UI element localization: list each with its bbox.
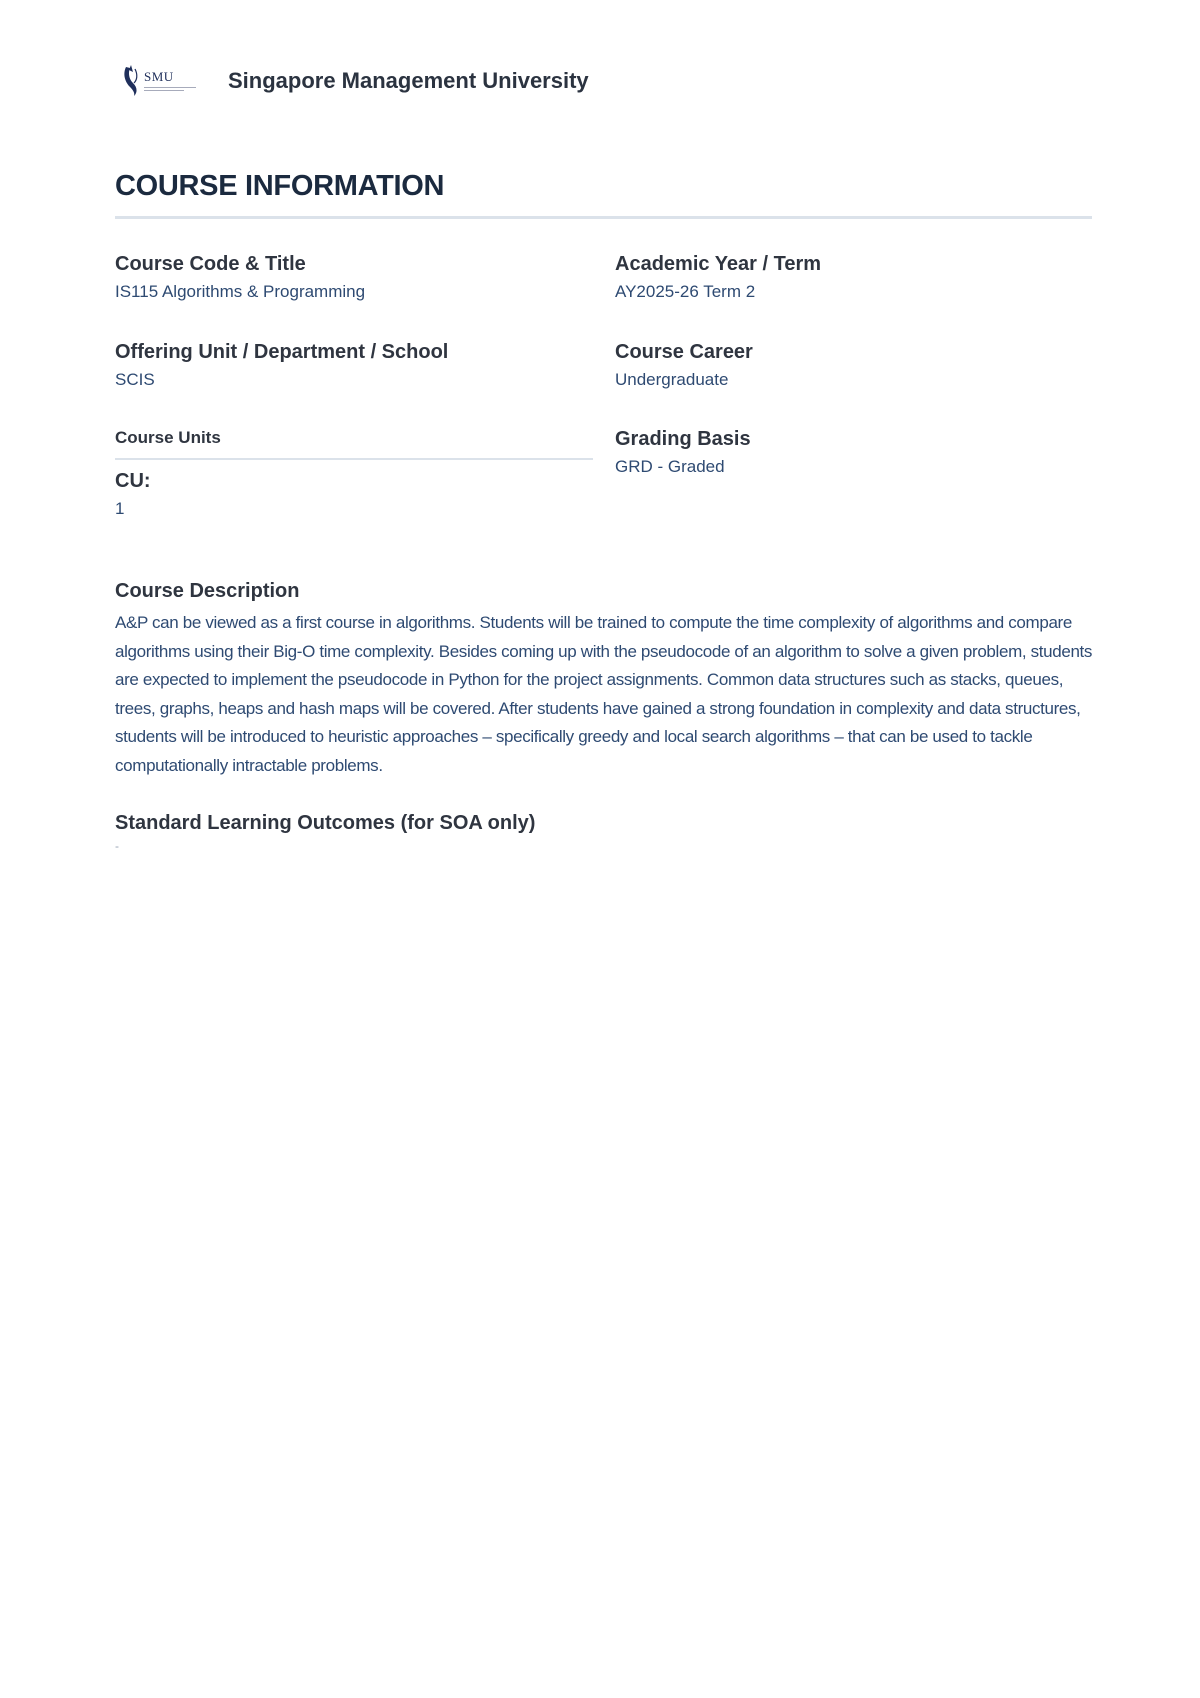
course-code-field	[115, 253, 365, 302]
course-career-label: Course Career	[615, 341, 753, 363]
cu-value: 1	[115, 499, 125, 518]
course-units-header	[115, 428, 221, 448]
course-code-label: Course Code & Title	[115, 253, 306, 275]
grading-basis-label: Grading Basis	[615, 428, 751, 450]
logo-subtitle-lines	[144, 85, 196, 91]
logo-smu-text: SMU	[144, 68, 174, 84]
offering-unit-value: SCIS	[115, 370, 155, 389]
cu-label: CU:	[115, 470, 151, 492]
cu-field	[115, 470, 151, 519]
learning-outcomes-label: Standard Learning Outcomes (for SOA only)	[115, 812, 536, 834]
smu-logo	[120, 60, 202, 100]
course-description-label: Course Description	[115, 580, 300, 602]
course-code-value: IS115 Algorithms & Programming	[115, 282, 366, 301]
offering-unit-field	[115, 341, 448, 390]
smu-crest-icon	[120, 63, 142, 97]
university-name: Singapore Management University	[228, 68, 589, 93]
page-title: COURSE INFORMATION	[115, 170, 445, 202]
academic-year-field	[615, 253, 821, 302]
course-units-divider	[115, 458, 593, 460]
academic-year-value: AY2025-26 Term 2	[615, 282, 756, 301]
academic-year-label: Academic Year / Term	[615, 253, 822, 275]
course-description-text: A&P can be viewed as a first course in algorithms. Students will be trained to compute the time complexity of algorithms and compare algorithms using their Big-O time complexity. Besides coming up with the pseudocode of an algorithm to solve a given problem, students are expected to implement the pseudocode in Python for the project assignments. Common data structures such as stacks, queues, trees, graphs, heaps and hash maps will be covered. After students have gained a strong foundation in complexity and data structures, students will be introduced to heuristic approaches – specifically greedy and local search algorithms – that can be used to tackle computationally intractable problems.	[115, 613, 1093, 775]
course-units-label: Course Units	[115, 428, 221, 447]
learning-outcomes-value: -	[115, 839, 119, 853]
offering-unit-label: Offering Unit / Department / School	[115, 341, 449, 363]
course-career-value: Undergraduate	[615, 370, 729, 389]
title-divider	[115, 216, 1092, 219]
grading-basis-field	[615, 428, 751, 477]
grading-basis-value: GRD - Graded	[615, 457, 725, 476]
learning-outcomes-section	[115, 812, 535, 853]
logo-wordmark	[144, 70, 196, 91]
page-header	[120, 60, 589, 100]
course-career-field	[615, 341, 753, 390]
course-description-section	[115, 580, 1100, 780]
